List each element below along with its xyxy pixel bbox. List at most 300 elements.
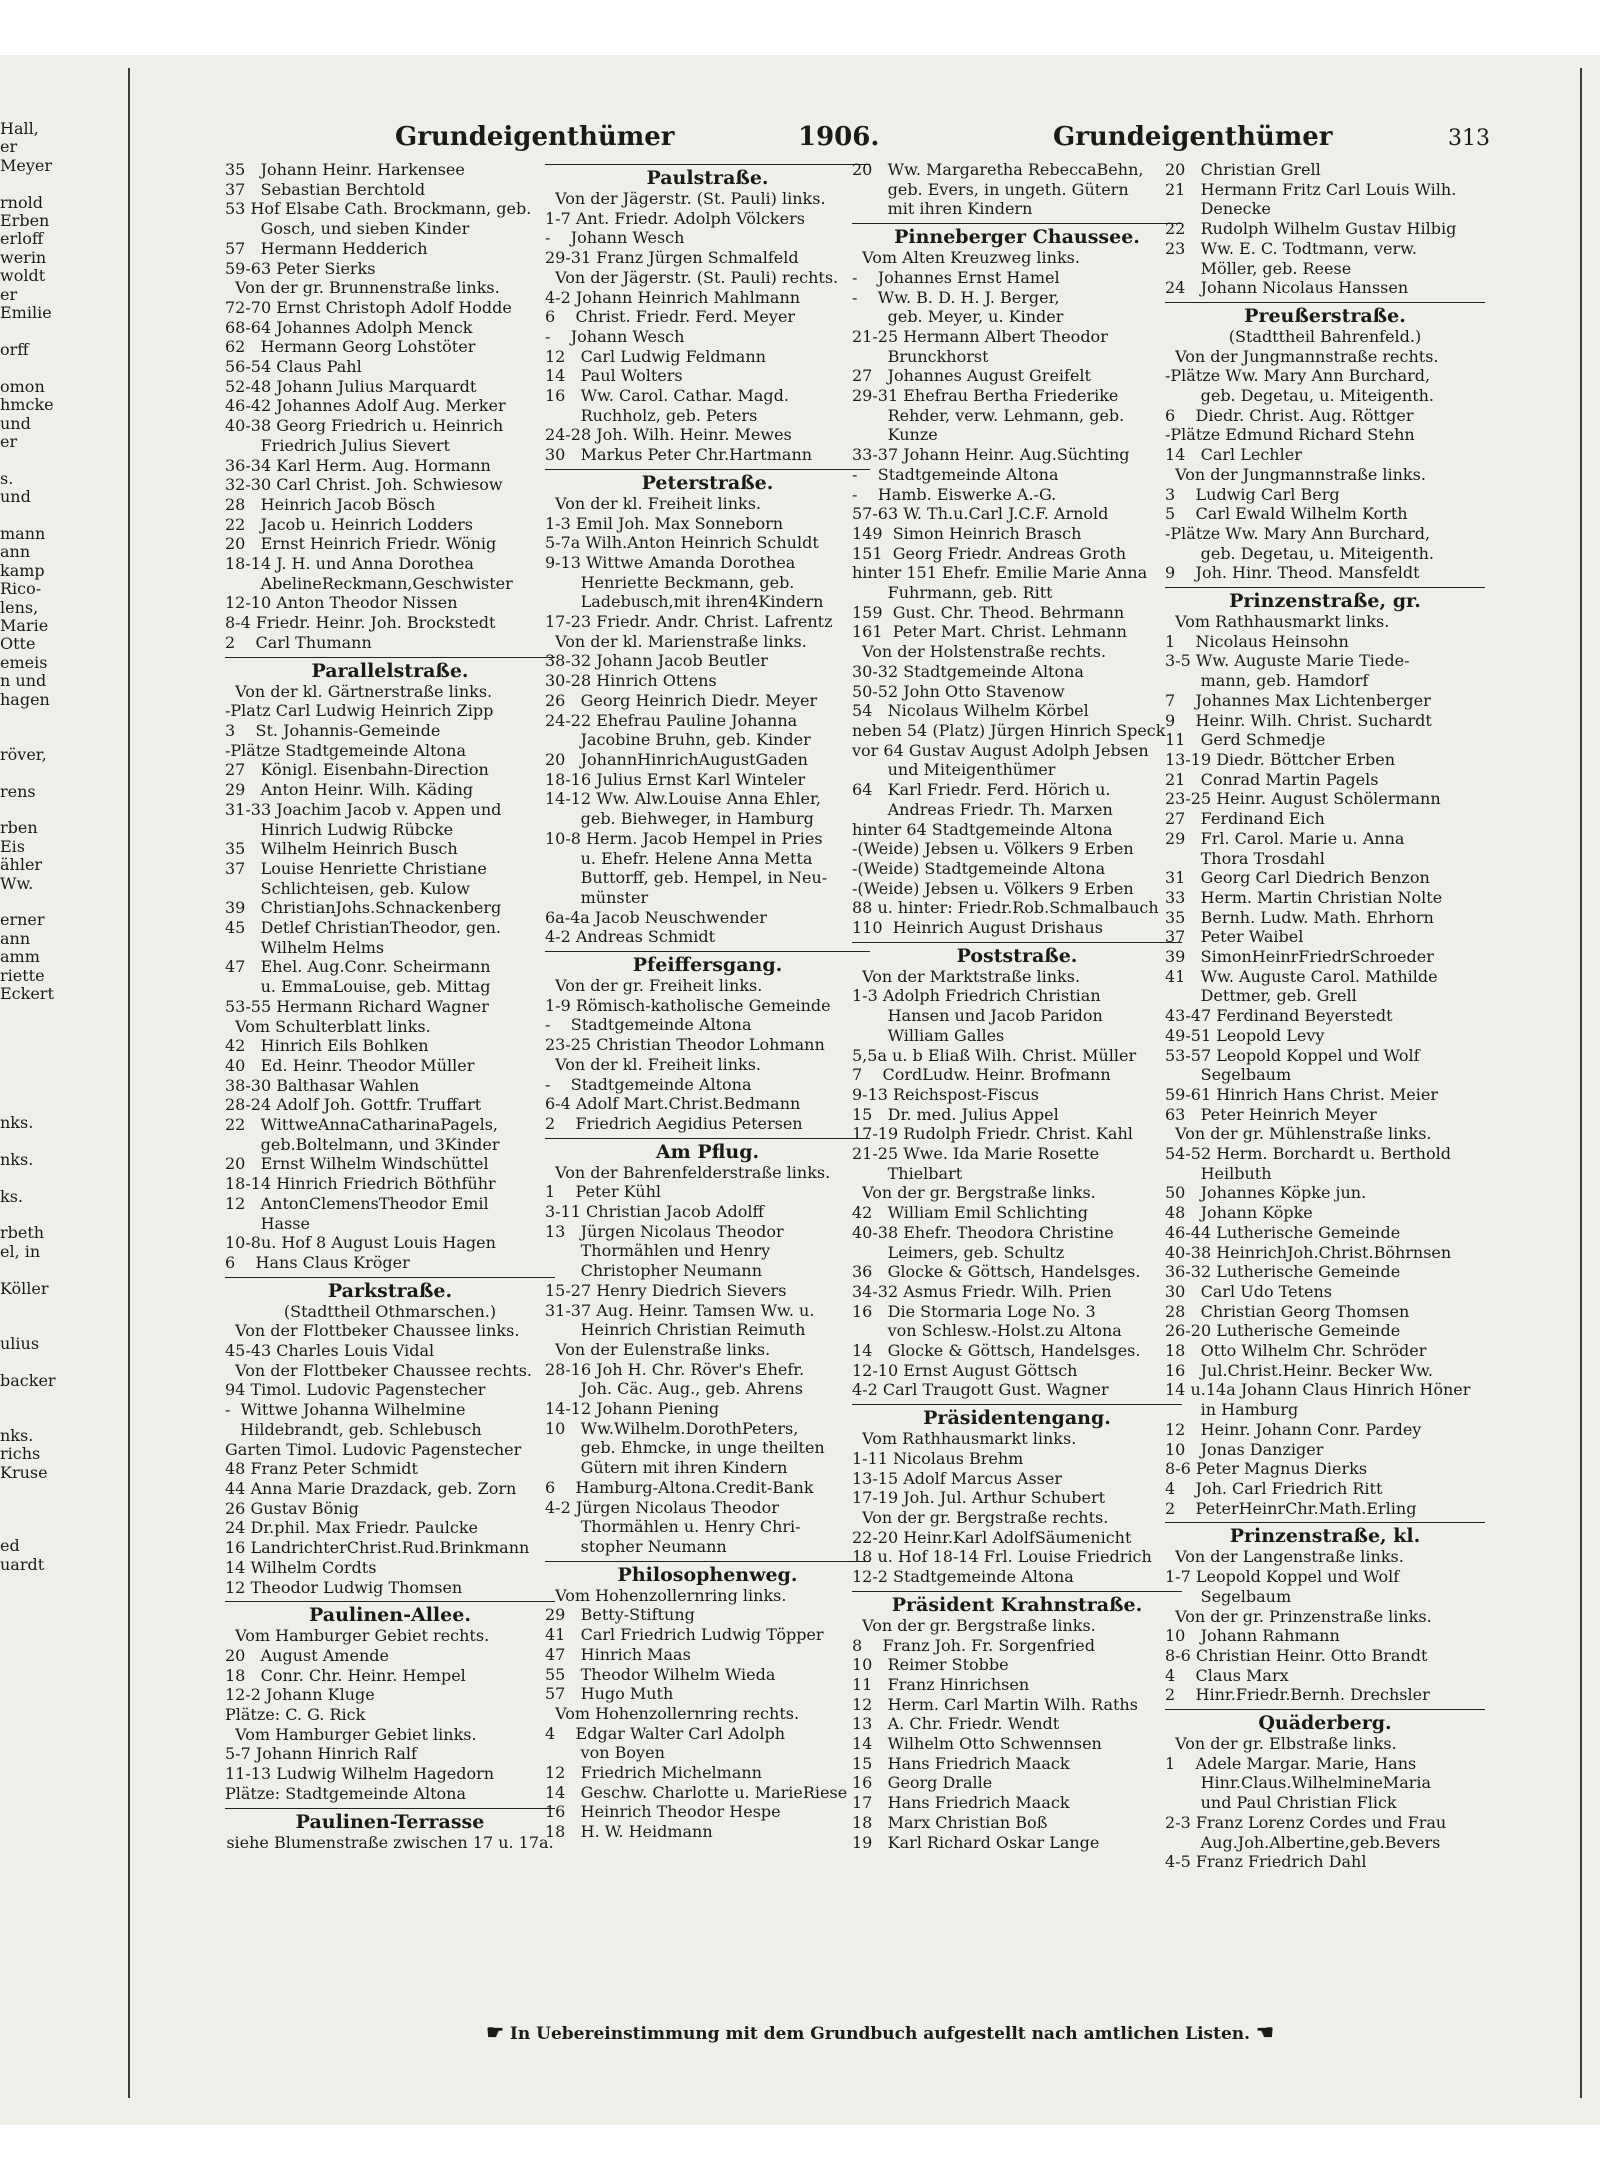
- owner-entry: 16 Die Stormaria Loge No. 3: [852, 1301, 1096, 1321]
- edge-text: [0, 451, 70, 469]
- owner-entry: -(Weide) Stadtgemeinde Altona: [852, 858, 1106, 878]
- edge-text: riette: [0, 966, 45, 985]
- owner-entry: geb. Degetau, u. Miteigenth.: [1165, 543, 1435, 563]
- owner-entry: 54 Nicolaus Wilhelm Körbel: [852, 701, 1089, 721]
- edge-text: Hall,: [0, 120, 39, 138]
- owner-entry: 18 u. Hof 18-14 Frl. Louise Friedrich: [852, 1547, 1152, 1567]
- owner-entry: Dettmer, geb. Grell: [1165, 986, 1357, 1006]
- street-heading: Paulstraße.: [545, 164, 870, 189]
- owner-entry: 10 Reimer Stobbe: [852, 1655, 1009, 1675]
- owner-entry: -Plätze Edmund Richard Stehn: [1165, 425, 1415, 445]
- column-3: [852, 160, 1182, 2020]
- owner-entry: - Johannes Ernst Hamel: [852, 267, 1060, 287]
- edge-text: [0, 359, 70, 377]
- owner-entry: geb. Degetau, u. Miteigenth.: [1165, 386, 1435, 406]
- owner-entry: 27 Königl. Eisenbahn-Direction: [225, 760, 489, 780]
- edge-text: er: [0, 285, 18, 304]
- owner-entry: 20 Ernst Wilhelm Windschüttel: [225, 1154, 489, 1174]
- pointing-hand-left-icon: ☛: [486, 2020, 504, 2044]
- owner-entry: Von der gr. Bergstraße rechts.: [852, 1508, 1109, 1527]
- owner-entry: 7 Johannes Max Lichtenberger: [1165, 690, 1431, 710]
- owner-entry: 17 Hans Friedrich Maack: [852, 1793, 1070, 1813]
- owner-entry: 30 Carl Udo Tetens: [1165, 1281, 1333, 1301]
- owner-entry: 9 Heinr. Wilh. Christ. Suchardt: [1165, 710, 1432, 730]
- street-heading: Am Pflug.: [545, 1138, 870, 1163]
- edge-text: [0, 1077, 70, 1095]
- owner-entry: 20 Ww. Margaretha RebeccaBehn,: [852, 160, 1144, 179]
- edge-text: [0, 1482, 70, 1500]
- edge-text: ann: [0, 543, 31, 562]
- owner-entry: 30-32 Stadtgemeinde Altona: [852, 661, 1084, 681]
- owner-entry: 5 Carl Ewald Wilhelm Korth: [1165, 504, 1408, 524]
- owner-entry: 30-28 Hinrich Ottens: [545, 671, 717, 691]
- edge-text: Erben: [0, 212, 50, 231]
- owner-entry: Hasse: [225, 1213, 310, 1233]
- owner-entry: Von der kl. Gärtnerstraße links.: [225, 681, 493, 701]
- edge-text: ed: [0, 1537, 20, 1556]
- owner-entry: 24-22 Ehefrau Pauline Johanna: [545, 710, 798, 730]
- owner-entry: 11 Gerd Schmedje: [1165, 730, 1326, 750]
- directory-page: [180, 120, 1580, 2044]
- owner-entry: 6-4 Adolf Mart.Christ.Bedmann: [545, 1094, 801, 1114]
- owner-entry: 16 LandrichterChrist.Rud.Brinkmann: [225, 1538, 530, 1558]
- edge-text: Eckert: [0, 985, 54, 1004]
- owner-entry: 29 Betty-Stiftung: [545, 1605, 695, 1625]
- edge-text: hmcke: [0, 396, 54, 415]
- owner-entry: 37 Peter Waibel: [1165, 927, 1304, 947]
- owner-entry: 21-25 Wwe. Ida Marie Rosette: [852, 1144, 1100, 1164]
- owner-entry: Leimers, geb. Schultz: [852, 1242, 1065, 1262]
- owner-entry: 26 Gustav Bönig: [225, 1498, 359, 1518]
- street-note: (Stadttheil Othmarschen.): [283, 1301, 497, 1321]
- owner-entry: 12 Carl Ludwig Feldmann: [545, 346, 766, 366]
- owner-entry: 40-38 Ehefr. Theodora Christine: [852, 1222, 1114, 1242]
- owner-entry: mann, geb. Hamdorf: [1165, 671, 1369, 691]
- owner-entry: 8-6 Peter Magnus Dierks: [1165, 1459, 1368, 1479]
- owner-entry: Von der Langenstraße links.: [1165, 1547, 1404, 1567]
- owner-entry: 43-47 Ferdinand Beyerstedt: [1165, 1006, 1393, 1026]
- owner-entry: 22-20 Heinr.Karl AdolfSäumenicht: [852, 1527, 1132, 1547]
- owner-entry: 28 Heinrich Jacob Bösch: [225, 494, 436, 514]
- edge-text: [0, 893, 70, 911]
- owner-entry: 16 Heinrich Theodor Hespe: [545, 1802, 781, 1822]
- street-heading: Quäderberg.: [1165, 1709, 1485, 1734]
- owner-entry: u. Ehefr. Helene Anna Metta: [545, 848, 813, 868]
- column-1: [225, 160, 555, 2020]
- edge-text: [0, 1022, 70, 1040]
- owner-entry: 1 Adele Margar. Marie, Hans: [1165, 1753, 1417, 1773]
- owner-entry: -(Weide) Jebsen u. Völkers 9 Erben: [852, 878, 1134, 898]
- owner-entry: Plätze: Stadtgemeinde Altona: [225, 1783, 466, 1803]
- street-heading: Poststraße.: [852, 942, 1182, 967]
- owner-entry: Ladebusch,mit ihren4Kindern: [545, 592, 824, 612]
- owner-entry: - Ww. B. D. H. J. Berger,: [852, 287, 1060, 307]
- owner-entry: 14 Paul Wolters: [545, 366, 683, 386]
- owner-entry: 31-37 Aug. Heinr. Tamsen Ww. u.: [545, 1300, 815, 1320]
- street-heading: Philosophenweg.: [545, 1561, 870, 1586]
- owner-entry: Schlichteisen, geb. Kulow: [225, 878, 470, 898]
- edge-text: erloff: [0, 230, 44, 249]
- owner-entry: neben 54 (Platz) Jürgen Hinrich Speck: [852, 720, 1166, 740]
- owner-entry: 41 Ww. Auguste Carol. Mathilde: [1165, 966, 1438, 986]
- edge-text: [0, 1132, 70, 1150]
- owner-entry: 31-33 Joachim Jacob v. Appen und: [225, 799, 502, 819]
- owner-entry: mit ihren Kindern: [852, 199, 1033, 219]
- edge-text: [0, 1519, 70, 1537]
- owner-entry: -Plätze Stadtgemeinde Altona: [225, 740, 466, 760]
- owner-entry: Vom Alten Kreuzweg links.: [852, 248, 1080, 268]
- owner-entry: 14 Geschw. Charlotte u. MarieRiese: [545, 1782, 848, 1802]
- owner-entry: Von der gr. Prinzenstraße links.: [1165, 1606, 1432, 1626]
- edge-text: und: [0, 414, 31, 433]
- edge-text: [0, 764, 70, 782]
- owner-entry: Thormählen und Henry: [545, 1241, 771, 1261]
- owner-entry: Von der Eulenstraße links.: [545, 1339, 771, 1359]
- street-heading: Präsident Krahnstraße.: [852, 1591, 1182, 1616]
- owner-entry: 5-7 Johann Hinrich Ralf: [225, 1744, 417, 1764]
- edge-text: nks.: [0, 1426, 34, 1445]
- owner-entry: 35 Wilhelm Heinrich Busch: [225, 839, 458, 859]
- edge-text: lens,: [0, 598, 39, 617]
- running-header: [180, 120, 1580, 156]
- owner-entry: 6 Hans Claus Kröger: [225, 1252, 410, 1272]
- owner-entry: 14 Carl Lechler: [1165, 445, 1302, 465]
- edge-text: [0, 709, 70, 727]
- owner-entry: Christopher Neumann: [545, 1261, 763, 1281]
- edge-text: nks.: [0, 1113, 34, 1132]
- owner-entry: 53 Hof Elsabe Cath. Brockmann, geb.: [225, 199, 532, 219]
- owner-entry: 159 Gust. Chr. Theod. Behrmann: [852, 602, 1125, 622]
- owner-entry: 39 ChristianJohs.Schnackenberg: [225, 898, 502, 918]
- owner-entry: 15-27 Henry Diedrich Sievers: [545, 1280, 787, 1300]
- owner-entry: Thormählen u. Henry Chri-: [545, 1517, 801, 1537]
- owner-entry: 22 Rudolph Wilhelm Gustav Hilbig: [1165, 219, 1457, 239]
- owner-entry: 26 Georg Heinrich Diedr. Meyer: [545, 690, 818, 710]
- owner-entry: Von der Flottbeker Chaussee rechts.: [225, 1360, 532, 1380]
- edge-text: rnold: [0, 193, 43, 212]
- owner-entry: Gosch, und sieben Kinder: [225, 219, 470, 239]
- street-note: siehe Blumenstraße zwischen 17 u. 17a.: [226, 1832, 554, 1852]
- owner-entry: 1-7 Leopold Koppel und Wolf: [1165, 1567, 1400, 1587]
- owner-entry: 18 Marx Christian Boß: [852, 1812, 1048, 1832]
- owner-entry: 17-19 Rudolph Friedr. Christ. Kahl: [852, 1124, 1133, 1144]
- owner-entry: 18-14 Hinrich Friedrich Böthführ: [225, 1174, 496, 1194]
- owner-entry: 20 Christian Grell: [1165, 160, 1321, 179]
- owner-entry: 12 Friedrich Michelmann: [545, 1763, 762, 1783]
- page-number: 313: [1448, 126, 1490, 151]
- owner-entry: -Platz Carl Ludwig Heinrich Zipp: [225, 701, 494, 721]
- edge-text: [0, 1316, 70, 1334]
- owner-entry: 88 u. hinter: Friedr.Rob.Schmalbauch: [852, 898, 1159, 918]
- owner-entry: 4 Claus Marx: [1165, 1665, 1289, 1685]
- owner-entry: 12 Theodor Ludwig Thomsen: [225, 1577, 463, 1597]
- street-heading: Parallelstraße.: [225, 657, 555, 682]
- owner-entry: Vom Hamburger Gebiet links.: [225, 1724, 477, 1744]
- owner-entry: 42 Hinrich Eils Bohlken: [225, 1036, 429, 1056]
- owner-entry: münster: [545, 887, 649, 907]
- owner-entry: 15 Hans Friedrich Maack: [852, 1753, 1070, 1773]
- owner-entry: 151 Georg Friedr. Andreas Groth: [852, 543, 1127, 563]
- owner-entry: 18-16 Julius Ernst Karl Winteler: [545, 769, 806, 789]
- owner-entry: hinter 151 Ehefr. Emilie Marie Anna: [852, 563, 1148, 583]
- owner-entry: - Johann Wesch: [545, 228, 685, 248]
- edge-text: Kruse: [0, 1463, 48, 1482]
- street-note: (Stadttheil Bahrenfeld.): [1228, 326, 1422, 346]
- page-right-border: [1580, 68, 1582, 2098]
- owner-entry: 9-13 Wittwe Amanda Dorothea: [545, 552, 796, 572]
- owner-entry: 28 Christian Georg Thomsen: [1165, 1301, 1410, 1321]
- edge-text: omon: [0, 377, 45, 396]
- owner-entry: 44 Anna Marie Drazdack, geb. Zorn: [225, 1479, 517, 1498]
- owner-entry: 68-64 Johannes Adolph Menck: [225, 317, 473, 337]
- owner-entry: von Boyen: [545, 1743, 665, 1763]
- owner-entry: 13-15 Adolf Marcus Asser: [852, 1468, 1062, 1488]
- street-heading: Präsidentengang.: [852, 1404, 1182, 1429]
- column-2: [545, 160, 870, 2020]
- owner-entry: 7 CordLudw. Heinr. Brofmann: [852, 1065, 1111, 1085]
- edge-text: ähler: [0, 856, 43, 875]
- owner-entry: Hansen und Jacob Paridon: [852, 1006, 1103, 1026]
- owner-entry: 16 Georg Dralle: [852, 1773, 993, 1793]
- owner-entry: 29 Anton Heinr. Wilh. Käding: [225, 780, 474, 800]
- owner-entry: 149 Simon Heinrich Brasch: [852, 523, 1082, 543]
- footer-text: In Uebereinstimmung mit dem Grundbuch aufgestellt nach amtlichen Listen.: [509, 2024, 1251, 2044]
- owner-entry: - Johann Wesch: [545, 326, 685, 346]
- street-heading: Preußerstraße.: [1165, 302, 1485, 327]
- owner-entry: 12-2 Johann Kluge: [225, 1685, 375, 1705]
- owner-entry: Von der Holstenstraße rechts.: [852, 642, 1107, 662]
- owner-entry: 161 Peter Mart. Christ. Lehmann: [852, 622, 1127, 642]
- edge-text: werin: [0, 248, 47, 267]
- edge-text: hagen: [0, 690, 50, 709]
- edge-text: erner: [0, 911, 45, 930]
- owner-entry: 21 Conrad Martin Pagels: [1165, 769, 1379, 789]
- owner-entry: 10 Ww.Wilhelm.DorothPeters,: [545, 1418, 799, 1438]
- owner-entry: 12-2 Stadtgemeinde Altona: [852, 1567, 1074, 1587]
- owner-entry: 37 Sebastian Berchtold: [225, 179, 426, 199]
- owner-entry: 53-57 Leopold Koppel und Wolf: [1165, 1045, 1420, 1065]
- header-year: 1906.: [798, 122, 880, 152]
- owner-entry: 34-32 Asmus Friedr. Wilh. Prien: [852, 1281, 1112, 1301]
- owner-entry: - Wittwe Johanna Wilhelmine: [225, 1400, 466, 1420]
- owner-entry: 8 Franz Joh. Fr. Sorgenfried: [852, 1635, 1095, 1655]
- edge-text: n und: [0, 672, 47, 691]
- owner-entry: 41 Carl Friedrich Ludwig Töpper: [545, 1625, 824, 1645]
- owner-entry: Hinrich Ludwig Rübcke: [225, 819, 454, 839]
- owner-entry: 22 WittweAnnaCatharinaPagels,: [225, 1115, 498, 1135]
- edge-text: kamp: [0, 561, 45, 580]
- owner-entry: 18 H. W. Heidmann: [545, 1822, 713, 1842]
- edge-text: Marie: [0, 616, 49, 635]
- owner-entry: 52-48 Johann Julius Marquardt: [225, 376, 477, 396]
- owner-entry: Gütern mit ihren Kindern: [545, 1458, 788, 1478]
- edge-text: [0, 727, 70, 745]
- owner-entry: 9-13 Reichspost-Fiscus: [852, 1084, 1039, 1104]
- owner-entry: Von der Jägerstr. (St. Pauli) rechts.: [545, 267, 839, 287]
- owner-entry: geb. Biehweger, in Hamburg: [545, 809, 814, 829]
- owner-entry: Von der kl. Freiheit links.: [545, 1054, 761, 1074]
- owner-entry: 14-12 Ww. Alw.Louise Anna Ehler,: [545, 789, 821, 809]
- edge-text: [0, 1298, 70, 1316]
- owner-entry: 21 Hermann Fritz Carl Louis Wilh.: [1165, 179, 1457, 199]
- edge-text: [0, 1408, 70, 1426]
- owner-entry: 36-34 Karl Herm. Aug. Hormann: [225, 455, 491, 475]
- owner-entry: 4-2 Carl Traugott Gust. Wagner: [852, 1380, 1109, 1400]
- owner-entry: 31 Georg Carl Diedrich Benzon: [1165, 868, 1430, 888]
- owner-entry: 39 SimonHeinrFriedrSchroeder: [1165, 947, 1434, 967]
- owner-entry: Thielbart: [852, 1163, 963, 1183]
- owner-entry: 29-31 Ehefrau Bertha Friederike: [852, 386, 1119, 406]
- column-4: [1165, 160, 1485, 2020]
- owner-entry: 2 Friedrich Aegidius Petersen: [545, 1113, 803, 1133]
- owner-entry: 57 Hugo Muth: [545, 1684, 674, 1704]
- owner-entry: 47 Ehel. Aug.Conr. Scheirmann: [225, 957, 491, 977]
- owner-entry: 1 Peter Kühl: [545, 1182, 661, 1202]
- edge-text: nks.: [0, 1150, 34, 1169]
- owner-entry: 5-7a Wilh.Anton Heinrich Schuldt: [545, 533, 819, 553]
- owner-entry: 4-2 Johann Heinrich Mahlmann: [545, 287, 801, 307]
- edge-text: [0, 1096, 70, 1114]
- edge-text: backer: [0, 1371, 56, 1390]
- owner-entry: Heinrich Christian Reimuth: [545, 1320, 806, 1340]
- owner-entry: - Stadtgemeinde Altona: [852, 464, 1059, 484]
- owner-entry: 6 Hamburg-Altona.Credit-Bank: [545, 1477, 814, 1497]
- owner-entry: 45 Detlef ChristianTheodor, gen.: [225, 918, 501, 938]
- owner-entry: 3 Ludwig Carl Berg: [1165, 484, 1340, 504]
- owner-entry: 17-23 Friedr. Andr. Christ. Lafrentz: [545, 612, 833, 632]
- edge-text: el, in: [0, 1242, 41, 1261]
- owner-entry: 14 Wilhelm Cordts: [225, 1557, 377, 1577]
- pointing-hand-right-icon: ☚: [1256, 2020, 1274, 2044]
- owner-entry: -Plätze Ww. Mary Ann Burchard,: [1165, 523, 1431, 543]
- owner-entry: 2 PeterHeinrChr.Math.Erling: [1165, 1498, 1417, 1518]
- edge-text: und: [0, 488, 31, 507]
- owner-entry: 20 August Amende: [225, 1645, 389, 1665]
- owner-entry: 12-10 Anton Theodor Nissen: [225, 593, 458, 613]
- owner-entry: Fuhrmann, geb. Ritt: [852, 583, 1053, 603]
- owner-entry: u. EmmaLouise, geb. Mittag: [225, 977, 491, 997]
- header-title-right: Grundeigenthümer: [1053, 122, 1333, 152]
- owner-entry: 12 Herm. Carl Martin Wilh. Raths: [852, 1694, 1138, 1714]
- owner-entry: 17-19 Joh. Jul. Arthur Schubert: [852, 1488, 1106, 1508]
- street-heading: Prinzenstraße, kl.: [1165, 1522, 1485, 1547]
- owner-entry: Jacobine Bruhn, geb. Kinder: [545, 730, 811, 750]
- owner-entry: 37 Louise Henriette Christiane: [225, 858, 487, 878]
- owner-entry: 38-30 Balthasar Wahlen: [225, 1075, 420, 1095]
- owner-entry: 33-37 Johann Heinr. Aug.Süchting: [852, 445, 1130, 465]
- owner-entry: 6a-4a Jacob Neuschwender: [545, 907, 767, 927]
- owner-entry: 23 Ww. E. C. Todtmann, verw.: [1165, 238, 1417, 258]
- edge-text: [0, 1040, 70, 1058]
- owner-entry: Von der gr. Bergstraße links.: [852, 1615, 1096, 1635]
- owner-entry: 56-54 Claus Pahl: [225, 357, 362, 377]
- owner-entry: 72-70 Ernst Christoph Adolf Hodde: [225, 297, 512, 317]
- edge-text: rbeth: [0, 1224, 45, 1243]
- owner-entry: Von der Flottbeker Chaussee links.: [225, 1321, 520, 1341]
- owner-entry: Buttorff, geb. Hempel, in Neu-: [545, 868, 828, 888]
- owner-entry: -Plätze Ww. Mary Ann Burchard,: [1165, 366, 1431, 386]
- owner-entry: 8-6 Christian Heinr. Otto Brandt: [1165, 1645, 1428, 1665]
- edge-text: uardt: [0, 1555, 45, 1574]
- owner-entry: Vom Rathhausmarkt links.: [852, 1429, 1077, 1449]
- owner-entry: Vom Hohenzollernring rechts.: [545, 1703, 800, 1723]
- owner-entry: 28-24 Adolf Joh. Gottfr. Truffart: [225, 1095, 482, 1115]
- owner-entry: Friedrich Julius Sievert: [225, 435, 450, 455]
- owner-entry: geb. Ehmcke, in unge theilten: [545, 1438, 825, 1458]
- owner-entry: 23-25 Heinr. August Schölermann: [1165, 789, 1441, 809]
- owner-entry: 24 Dr.phil. Max Friedr. Paulcke: [225, 1518, 479, 1538]
- owner-entry: 30 Markus Peter Chr.Hartmann: [545, 445, 813, 465]
- edge-text: [0, 175, 70, 193]
- owner-entry: 16 Ww. Carol. Cathar. Magd.: [545, 386, 789, 406]
- edge-text: Rico-: [0, 580, 42, 599]
- owner-entry: 4-2 Jürgen Nicolaus Theodor: [545, 1497, 779, 1517]
- owner-entry: Von der gr. Elbstraße links.: [1165, 1734, 1397, 1754]
- owner-entry: 32-30 Carl Christ. Joh. Schwiesow: [225, 475, 503, 495]
- owner-entry: Rehder, verw. Lehmann, geb.: [852, 405, 1125, 425]
- owner-entry: 54-52 Herm. Borchardt u. Berthold: [1165, 1144, 1451, 1164]
- owner-entry: 6 Diedr. Christ. Aug. Röttger: [1165, 405, 1414, 425]
- owner-entry: 12 Heinr. Johann Conr. Pardey: [1165, 1419, 1422, 1439]
- edge-text: [0, 1004, 70, 1022]
- owner-entry: 53-55 Hermann Richard Wagner: [225, 996, 489, 1016]
- edge-text: ann: [0, 929, 31, 948]
- owner-entry: 50-52 John Otto Stavenow: [852, 681, 1065, 701]
- owner-entry: 1-11 Nicolaus Brehm: [852, 1448, 1024, 1468]
- edge-text: [0, 1390, 70, 1408]
- owner-entry: Vom Schulterblatt links.: [225, 1016, 431, 1036]
- owner-entry: 27 Johannes August Greifelt: [852, 366, 1091, 386]
- owner-entry: 6 Christ. Friedr. Ferd. Meyer: [545, 307, 796, 327]
- owner-entry: 3-5 Ww. Auguste Marie Tiede-: [1165, 651, 1410, 671]
- edge-text: woldt: [0, 267, 46, 286]
- owner-entry: 1-3 Adolph Friedrich Christian: [852, 986, 1101, 1006]
- footer-note: [180, 2020, 1580, 2044]
- owner-entry: Plätze: C. G. Rick: [225, 1705, 366, 1725]
- owner-entry: 4-5 Franz Friedrich Dahl: [1165, 1852, 1367, 1872]
- edge-text: [0, 1500, 70, 1518]
- owner-entry: 12-10 Ernst August Göttsch: [852, 1360, 1078, 1380]
- owner-entry: 46-44 Lutherische Gemeinde: [1165, 1222, 1401, 1242]
- owner-entry: 35 Bernh. Ludw. Math. Ehrhorn: [1165, 907, 1434, 927]
- edge-text: ulius: [0, 1334, 40, 1353]
- owner-entry: William Galles: [852, 1025, 1005, 1045]
- owner-entry: 62 Hermann Georg Lohstöter: [225, 337, 476, 357]
- page-gutter-line: [128, 68, 130, 2098]
- owner-entry: 15 Dr. med. Julius Appel: [852, 1104, 1059, 1124]
- owner-entry: 38-32 Johann Jacob Beutler: [545, 651, 768, 671]
- owner-entry: 49-51 Leopold Levy: [1165, 1025, 1325, 1045]
- owner-entry: Heilbuth: [1165, 1163, 1272, 1183]
- owner-entry: Von der gr. Mühlenstraße links.: [1165, 1124, 1432, 1144]
- edge-text: orff: [0, 340, 29, 359]
- owner-entry: Hinr.Claus.WilhelmineMaria: [1165, 1773, 1432, 1793]
- owner-entry: 12 AntonClemensTheodor Emil: [225, 1193, 489, 1213]
- header-title-left: Grundeigenthümer: [395, 122, 675, 152]
- owner-entry: 28-16 Joh H. Chr. Röver's Ehefr.: [545, 1359, 805, 1379]
- owner-entry: 14 Wilhelm Otto Schwennsen: [852, 1734, 1102, 1754]
- owner-entry: Segelbaum: [1165, 1065, 1292, 1085]
- owner-entry: 48 Franz Peter Schmidt: [225, 1459, 418, 1479]
- owner-entry: Thora Trosdahl: [1165, 848, 1325, 868]
- owner-entry: 16 Jul.Christ.Heinr. Becker Ww.: [1165, 1360, 1433, 1380]
- owner-entry: 50 Johannes Köpke jun.: [1165, 1183, 1367, 1203]
- owner-entry: 57-63 W. Th.u.Carl J.C.F. Arnold: [852, 504, 1109, 524]
- owner-entry: Hildebrandt, geb. Schlebusch: [225, 1419, 482, 1439]
- owner-entry: 2 Hinr.Friedr.Bernh. Drechsler: [1165, 1685, 1430, 1705]
- owner-entry: 59-61 Hinrich Hans Christ. Meier: [1165, 1084, 1439, 1104]
- owner-entry: Vom Hamburger Gebiet rechts.: [225, 1626, 490, 1646]
